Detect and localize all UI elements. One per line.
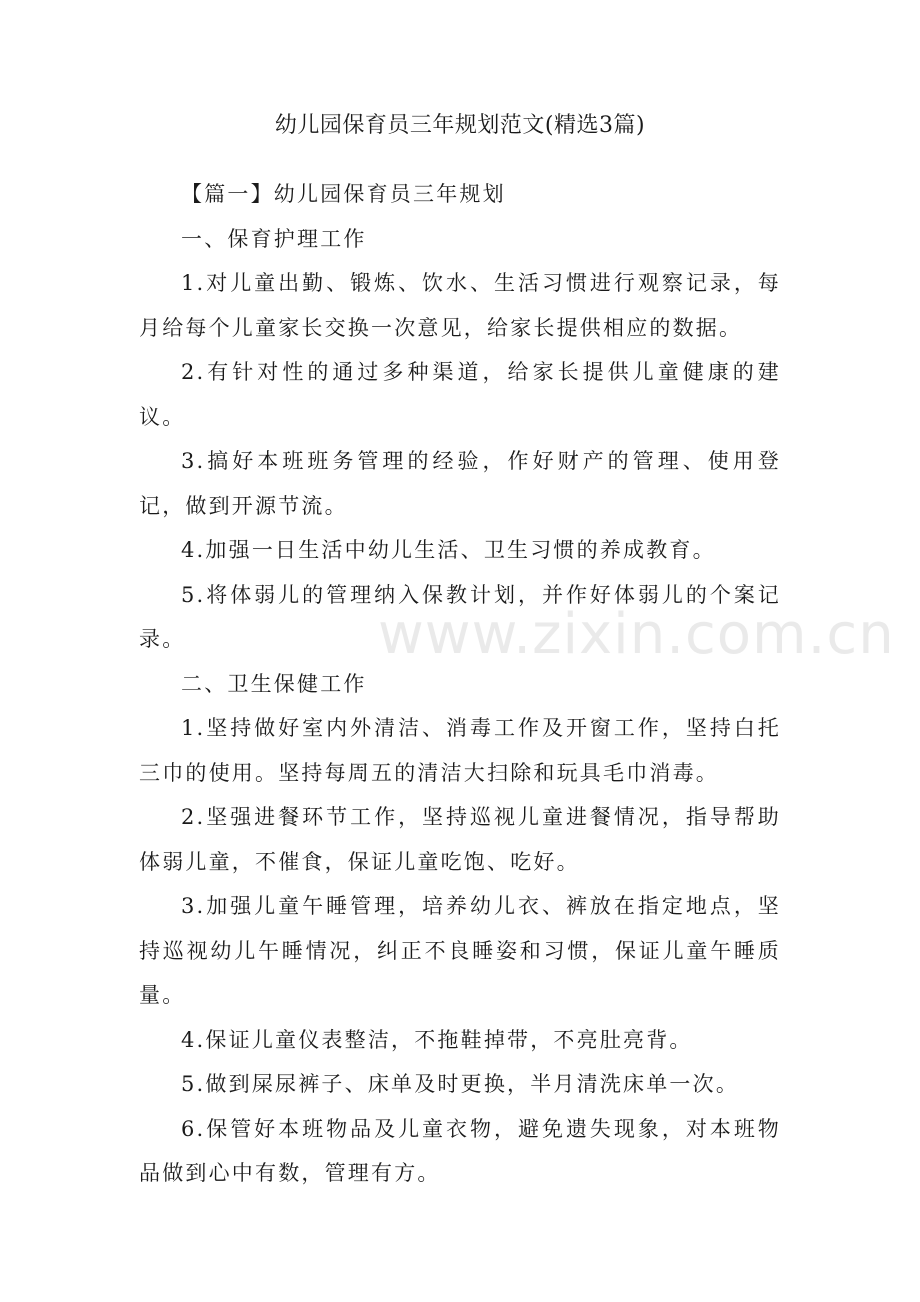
paragraph: 5.做到屎尿裤子、床单及时更换，半月清洗床单一次。: [181, 1072, 740, 1096]
paragraph: 6.保管好本班物品及儿童衣物，避免遗失现象，对本班物品做到心中有数，管理有方。: [139, 1116, 781, 1185]
paragraph: 3.搞好本班班务管理的经验，作好财产的管理、使用登记，做到开源节流。: [139, 449, 781, 518]
paragraph: 4.加强一日生活中幼儿生活、卫生习惯的养成教育。: [181, 538, 716, 562]
document-body: [139, 172, 781, 1196]
section-title: 【篇一】幼儿园保育员三年规划: [181, 182, 506, 206]
paragraph: 1.坚持做好室内外清洁、消毒工作及开窗工作，坚持白托三巾的使用。坚持每周五的清洁大扫除和玩具毛巾消毒。: [139, 716, 781, 785]
paragraph: 1.对儿童出勤、锻炼、饮水、生活习惯进行观察记录，每月给每个儿童家长交换一次意见，给家长提供相应的数据。: [139, 271, 781, 340]
document-title: 幼儿园保育员三年规划范文(精选3篇): [274, 113, 646, 138]
paragraph: 5.将体弱儿的管理纳入保教计划，并作好体弱儿的个案记录。: [139, 582, 781, 651]
paragraph: 3.加强儿童午睡管理，培养幼儿衣、裤放在指定地点，坚持巡视幼儿午睡情况，纠正不良睡姿和习惯，保证儿童午睡质量。: [139, 894, 781, 1007]
paragraph: 2.有针对性的通过多种渠道，给家长提供儿童健康的建议。: [139, 360, 781, 429]
part-heading-1: 一、保育护理工作: [181, 226, 367, 251]
paragraph: 2.坚强进餐环节工作，坚持巡视儿童进餐情况，指导帮助体弱儿童，不催食，保证儿童吃饱、吃好。: [139, 805, 781, 874]
part-heading-2: 二、卫生保健工作: [181, 671, 367, 696]
watermark: www.zixin.com.cn: [378, 602, 895, 667]
paragraph: 4.保证儿童仪表整洁，不拖鞋掉带，不亮肚亮背。: [181, 1027, 693, 1052]
